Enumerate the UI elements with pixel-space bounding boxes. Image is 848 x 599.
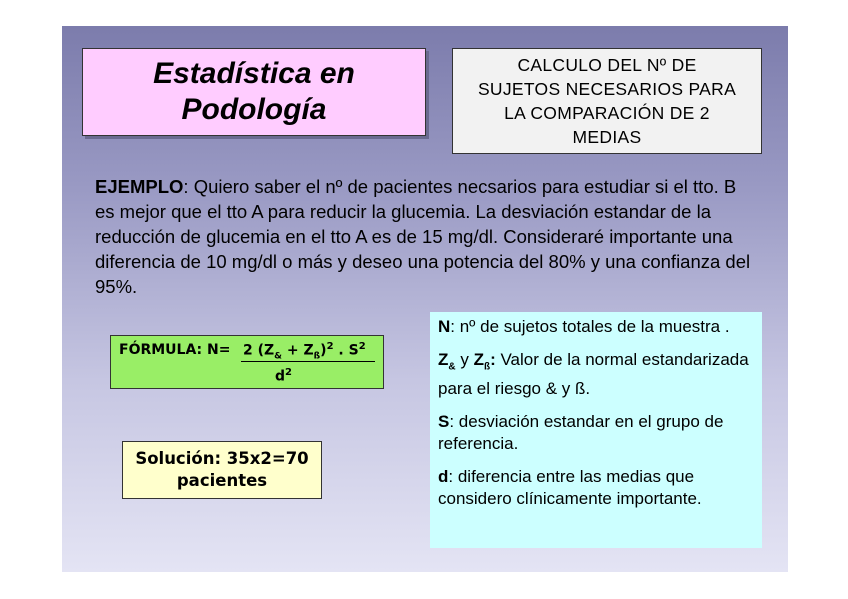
subtitle-line-3: LA COMPARACIÓN DE 2 [504,103,710,123]
def-z-beta: Z [473,350,484,369]
def-d-label: d [438,467,449,487]
def-n-text: : nº de sujetos totales de la muestra . [450,317,730,336]
formula-mid: . S [333,342,359,359]
slide-title [82,48,426,136]
def-z-alpha-sub: & [448,361,456,373]
def-n-label: N [438,317,451,336]
formula-sub-alpha: & [274,351,283,362]
formula-exp: 2 [326,341,334,352]
example-label: EJEMPLO [95,176,184,197]
formula-den-d: d [275,368,286,385]
def-z-text: Valor de la normal estandarizada para el riesgo & y ß. [438,350,749,399]
formula-plus: + Z [282,342,314,359]
def-d-text: : diferencia entre las medias que considero clínicamente importante. [438,467,702,509]
example-text: : Quiero saber el nº de pacientes necsarios para estudiar si el tto. B es mejor que el tto A para reducir la glucemia. La desviación estandar de la reducción de glucemia en el tto A es de 15 mg/dl. Consideraré importante una diferencia de 10 mg/dl o más y deseo una potencia del 80% y una confianza del 95%. [95,176,751,297]
subtitle-line-1: CALCULO DEL Nº DE [517,55,697,75]
definition-d [438,466,756,510]
formula-close: ) [320,342,327,359]
formula-label: FÓRMULA: N= [119,342,231,358]
def-z-colon: : [490,350,496,369]
formula-box [110,335,384,389]
definition-z [438,349,756,400]
formula-exp-d: 2 [285,367,292,378]
def-z-alpha: Z [438,350,449,369]
formula-denominator [275,367,292,385]
slide-subtitle [452,48,762,154]
formula-numerator [243,341,366,361]
formula-exp-s: 2 [358,341,366,352]
definition-n [438,316,756,338]
def-z-beta-sub: ß [483,361,491,373]
fraction-line [241,361,375,362]
solution-line-1: Solución: 35x2=70 [135,449,309,468]
def-s-text: : desviación estandar en el grupo de referencia. [438,412,724,454]
subtitle-line-4: MEDIAS [572,127,642,147]
solution-line-2: pacientes [176,471,268,490]
subtitle-line-2: SUJETOS NECESARIOS PARA [477,79,737,99]
def-z-y: y [455,350,474,369]
def-s-label: S [438,412,450,432]
title-line-1: Estadística en [153,57,355,90]
definitions-box [430,312,762,548]
example-paragraph [95,174,755,299]
solution-box [122,441,322,499]
formula-sub-beta: ß [313,351,321,362]
formula-num-prefix: 2 (Z [243,342,275,359]
definition-s [438,411,756,455]
title-line-2: Podología [181,93,327,126]
